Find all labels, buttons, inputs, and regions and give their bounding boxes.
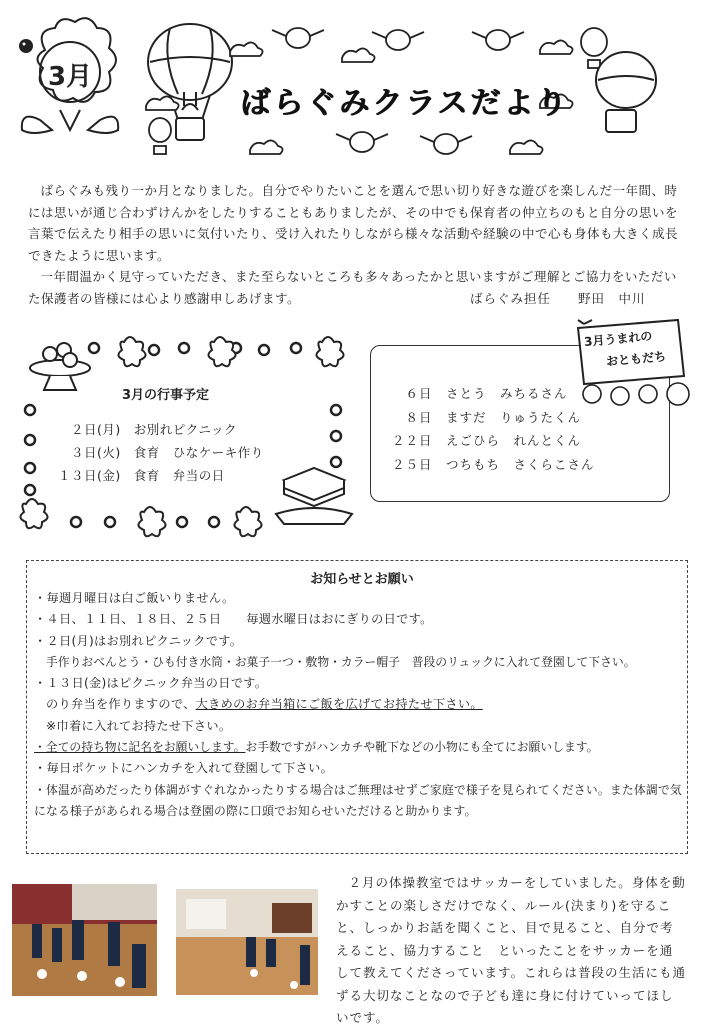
hishimochi-icon bbox=[276, 468, 352, 524]
birthday-item: ８日 ますだ りゅうたくん bbox=[392, 409, 582, 425]
notice-text: お手数ですがハンカチや靴下などの小物にも全てにお願いします。 bbox=[245, 740, 599, 755]
notice-title: お知らせとお願い bbox=[310, 572, 414, 587]
notice-line bbox=[34, 737, 684, 758]
hot-air-balloon-cat-icon bbox=[596, 52, 656, 132]
small-balloon-icon bbox=[149, 118, 171, 154]
page-title: ばらぐみクラスだより bbox=[240, 86, 570, 121]
intro-paragraph-2: 一年間温かく見守っていただき、また至らないところも多々あったかと思いますがご理解とご協力をいただいた保護者の皆様には心より感謝申しあげます。 bbox=[28, 269, 677, 306]
signature: ばらぐみ担任 野田 中川 bbox=[470, 291, 646, 306]
birds-and-cat-icon bbox=[578, 378, 694, 412]
notice-line: ・１３日(金)はピクニック弁当の日です。 bbox=[34, 676, 268, 691]
birthday-item: ２２日 えごひら れんとくん bbox=[392, 433, 582, 448]
gym-class-paragraph: ２月の体操教室ではサッカーをしていました。身体を動かすことの楽しさだけでなく、ルール(決まり)を守ること、しっかりお話を聞くこと、目で見ること、自分で考えること、協力すること といったことをサッカーを通して教えてくださっています。これらは普段の生活にも通ずる大切なことなので子ども達に身に付けていってほしいです。 bbox=[336, 875, 687, 1025]
ladybug-icon bbox=[19, 39, 33, 53]
events-title: 3月の行事予定 bbox=[122, 388, 210, 403]
dango-plate-icon bbox=[30, 343, 90, 390]
soccer-photo-2 bbox=[176, 889, 318, 995]
event-item: ２日(月) お別れピクニック bbox=[58, 422, 238, 437]
event-item: １３日(金) 食育 弁当の日 bbox=[58, 468, 225, 483]
notice-line bbox=[34, 694, 684, 715]
month-badge: 3月 bbox=[48, 62, 93, 92]
notice-line: ・毎週月曜日は白ご飯いりません。 bbox=[34, 591, 235, 605]
events-list bbox=[58, 418, 264, 487]
notice-underlined-text: ・全ての持ち物に記名をお願いします。 bbox=[34, 740, 246, 755]
gym-class-text bbox=[336, 872, 686, 1030]
notice-text: のり弁当を作りますので、 bbox=[46, 697, 196, 712]
notice-underlined-text: 大きめのお弁当箱にご飯を広げてお持たせ下さい。 bbox=[195, 697, 483, 712]
notice-line: 手作りおべんとう・ひも付き水筒・お菓子一つ・敷物・カラー帽子 普段のリュックに入れて登園して下さい。 bbox=[46, 654, 636, 669]
notice-line: ・２日(月)はお別れピクニックです。 bbox=[34, 633, 243, 648]
notice-list bbox=[34, 588, 684, 822]
birthday-item: ６日 さとう みちるさん bbox=[392, 386, 568, 401]
birthday-tag-line1: 3月うまれの bbox=[583, 329, 653, 349]
notice-line: ※巾着に入れてお持たせ下さい。 bbox=[46, 718, 232, 733]
soccer-photo-1 bbox=[12, 884, 157, 996]
event-item: ３日(火) 食育 ひなケーキ作り bbox=[58, 445, 264, 460]
soccer-photo-1-drawing bbox=[12, 884, 157, 996]
birthday-item: ２５日 つちもち さくらこさん bbox=[392, 456, 595, 472]
notice-line: ・毎日ポケットにハンカチを入れて登園して下さい。 bbox=[34, 761, 334, 776]
notice-line: ・体温が高めだったり体調がすぐれなかったりする場合はご無理はせずご家庭で様子を見られてください。また体調で気になる様子があられる場合は登園の際に口頭でお知らせいただけると助かります。 bbox=[34, 782, 682, 818]
birthday-list bbox=[392, 382, 595, 476]
notice-line: ・４日、１１日、１８日、２５日 毎週水曜日はおにぎりの日です。 bbox=[34, 612, 433, 627]
intro-paragraph-1: ばらぐみも残り一か月となりました。自分でやりたいことを選んで思い切り好きな遊びを楽しんだ一年間、時には思いが通じ合わずけんかをしたりすることもありましたが、その中でも保育者の仲立ちのもと自分の思いを言葉で伝えたり相手の思いに気付いたり、受け入れたりしながら様々な活動や経験の中で心も身体も大きく成長できたように思います。 bbox=[28, 183, 679, 263]
birthday-tag-line2: おともだち bbox=[605, 349, 667, 369]
soccer-photo-2-drawing bbox=[176, 889, 318, 995]
